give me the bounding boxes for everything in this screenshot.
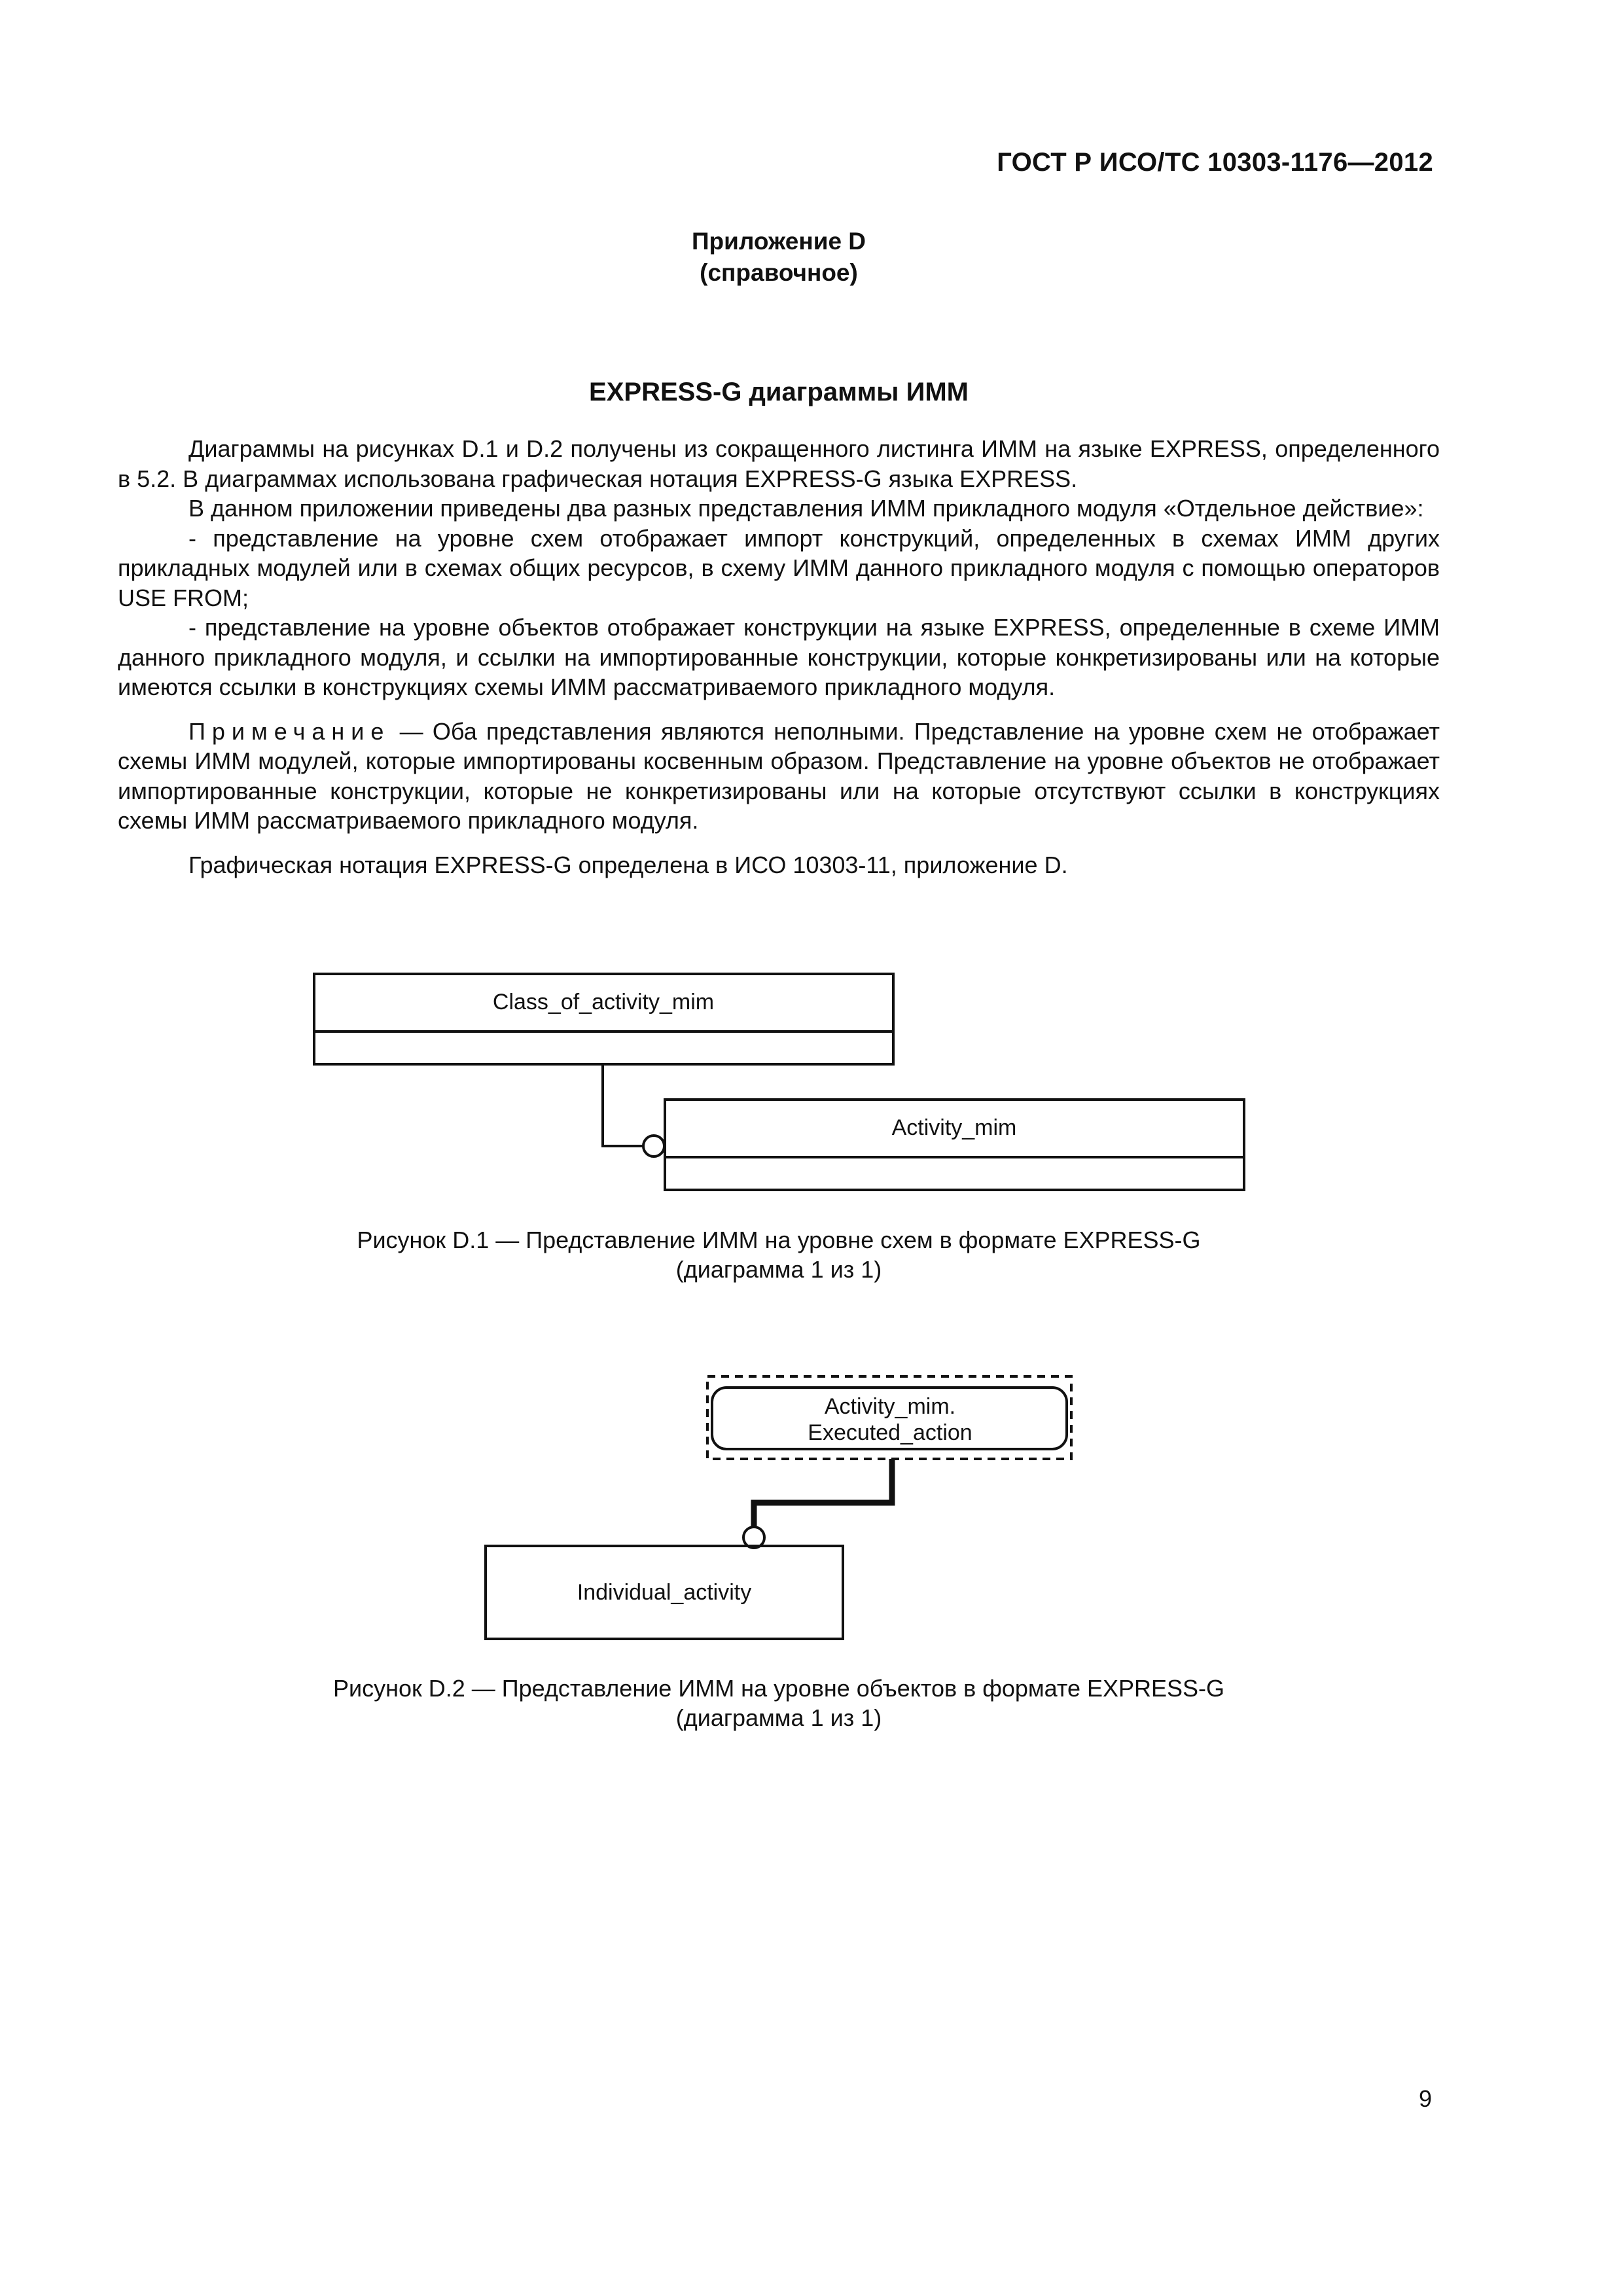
- schema-label-class-of-activity: Class_of_activity_mim: [492, 990, 715, 1014]
- page-number: 9: [1418, 2085, 1432, 2112]
- note-text: — Оба представления являются неполными. Представление на уровне схем не отображает схемы ИММ модулей, которые импортированы косвенным образом. Представление на уровне объектов не отображает импортированные конструкции, которые не конкретизированы или на которые отсутствуют ссылки в конструкциях схемы ИММ рассматриваемого прикладного модуля.: [118, 717, 1440, 834]
- subtype-connector-line: [754, 1459, 892, 1528]
- figure-d1: [314, 974, 1244, 1190]
- figure-d2: [486, 1376, 1071, 1639]
- connector-circle-end: [643, 1136, 664, 1157]
- appendix-subtitle: (справочное): [700, 259, 858, 286]
- list-item: - представление на уровне схем отображает импорт конструкций, определенных в схемах ИММ других прикладных модулей или в схемах общих ресурсов, в схему ИММ данного прикладного модуля с помощью операторов USE FROM;: [118, 524, 1440, 611]
- caption-line: Рисунок D.2 — Представление ИММ на уровне объектов в формате EXPRESS-G: [332, 1675, 1225, 1702]
- caption-line: (диаграмма 1 из 1): [675, 1704, 882, 1731]
- caption-line: Рисунок D.1 — Представление ИММ на уровне схем в формате EXPRESS-G: [357, 1227, 1201, 1253]
- figure-d2-caption: [0, 1674, 1558, 1732]
- section-title: EXPRESS-G диаграммы ИММ: [589, 378, 969, 406]
- schema-box-class-of-activity: [314, 974, 893, 1064]
- appendix-title: Приложение D: [691, 228, 866, 255]
- paragraph: Графическая нотация EXPRESS-G определена в ИСО 10303-11, приложение D.: [188, 851, 1068, 878]
- schema-box-activity: [665, 1100, 1244, 1190]
- note-label: Примечание: [188, 717, 391, 745]
- figure-d1-caption: [0, 1225, 1558, 1284]
- ref-label-line2: Executed_action: [808, 1420, 972, 1445]
- caption-line: (диаграмма 1 из 1): [675, 1256, 882, 1283]
- schema-label-activity: Activity_mim: [891, 1115, 1017, 1140]
- paragraph: В данном приложении приведены два разных представления ИММ прикладного модуля «Отдельное действие»:: [188, 495, 1424, 522]
- ref-label-line1: Activity_mim.: [824, 1394, 956, 1419]
- document-code: ГОСТ Р ИСО/ТС 10303-1176—2012: [997, 148, 1433, 177]
- entity-label-individual-activity: Individual_activity: [577, 1580, 752, 1605]
- list-item: - представление на уровне объектов отображает конструкции на языке EXPRESS, определенные в схеме ИММ данного прикладного модуля, и ссылки на импортированные конструкции, которые конкретизированы или на которые имеются ссылки в конструкциях схемы ИММ рассматриваемого прикладного модуля.: [118, 614, 1440, 700]
- paragraph: Диаграммы на рисунках D.1 и D.2 получены из сокращенного листинга ИММ на языке EXPRESS, определенного в 5.2. В диаграммах использована графическая нотация EXPRESS-G языка EXPRESS.: [118, 435, 1440, 492]
- schema-connector-line: [603, 1064, 643, 1146]
